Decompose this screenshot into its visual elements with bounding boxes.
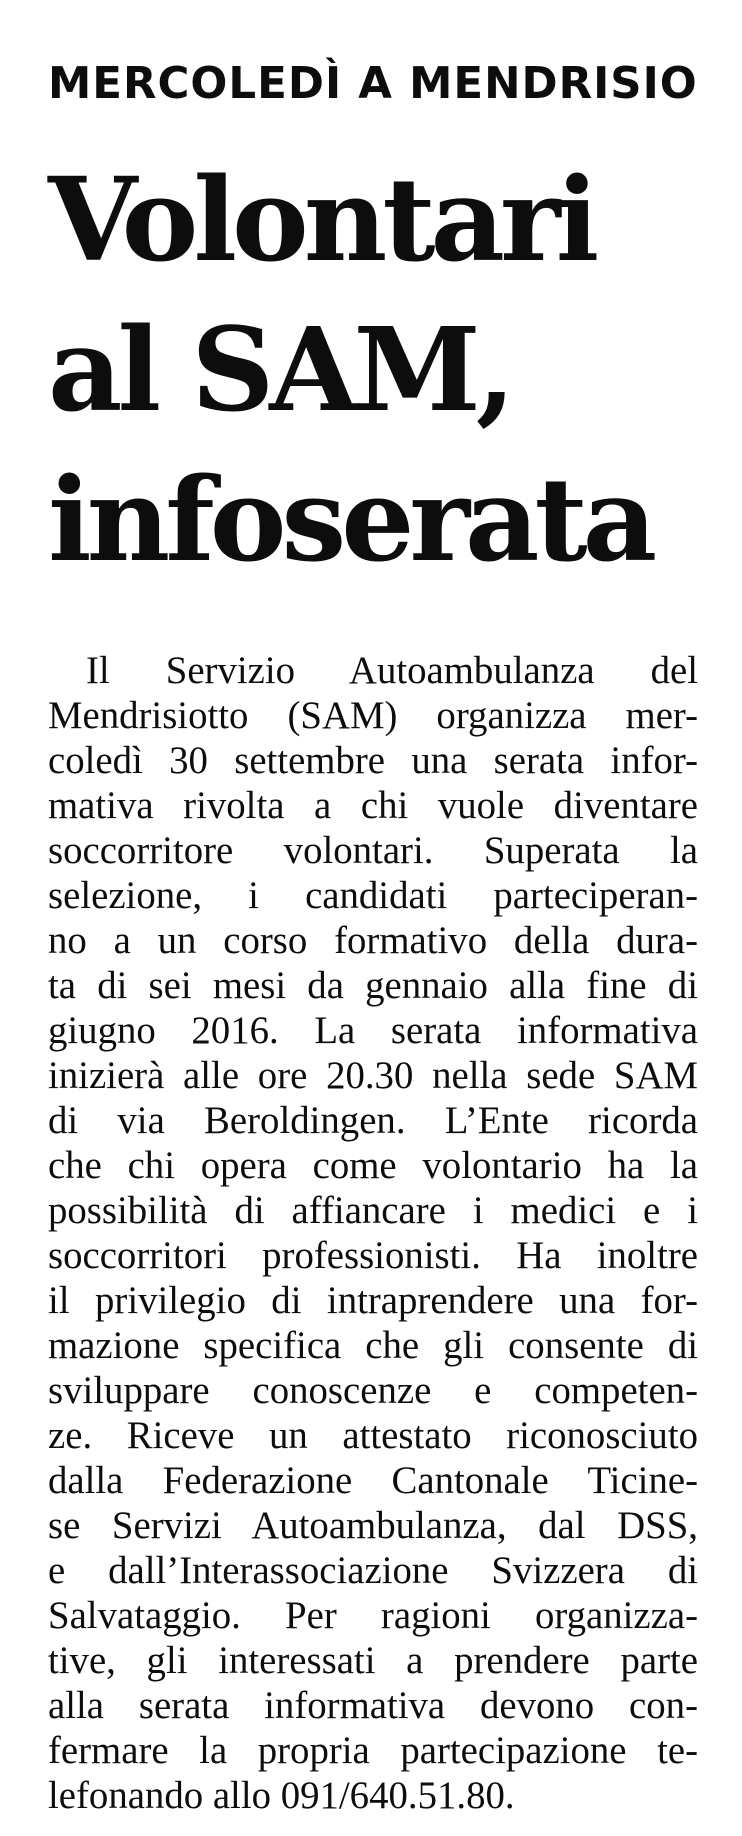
body-line: che chi opera come volontario ha la (48, 1144, 698, 1187)
body-line: lefonando allo 091/640.51.80. (48, 1774, 515, 1817)
body-line: mazione specifica che gli consente di (48, 1324, 698, 1367)
body-line: ta di sei mesi da gennaio alla fine di (48, 964, 698, 1007)
body-line: di via Beroldingen. L’Ente ricorda (48, 1099, 698, 1142)
body-line: soccorritore volontari. Superata la (48, 829, 698, 872)
headline-line: infoserata (48, 453, 653, 588)
body-line: sviluppare conoscenze e competen- (48, 1369, 698, 1412)
body-line: ze. Riceve un attestato riconosciuto (48, 1414, 698, 1457)
headline (48, 146, 652, 596)
body-line: e dall’Interassociazione Svizzera di (48, 1549, 698, 1592)
body-line: mativa rivolta a chi vuole diventare (48, 784, 698, 827)
body-line: il privilegio di intraprendere una for- (48, 1279, 698, 1322)
body-line: Mendrisiotto (SAM) organizza mer- (48, 694, 698, 737)
article-body (48, 648, 698, 1818)
body-line: soccorritori professionisti. Ha inoltre (48, 1234, 698, 1277)
body-line: Il Servizio Autoambulanza del (86, 649, 698, 692)
body-line: Salvataggio. Per ragioni organizza- (48, 1594, 698, 1637)
body-line: alla serata informativa devono con- (48, 1684, 698, 1727)
body-line: possibilità di affiancare i medici e i (48, 1189, 698, 1232)
body-line: no a un corso formativo della dura- (48, 919, 698, 962)
body-line: se Servizi Autoambulanza, dal DSS, (48, 1504, 698, 1547)
body-line: dalla Federazione Cantonale Ticine- (48, 1459, 698, 1502)
body-line: selezione, i candidati parteciperan- (48, 874, 698, 917)
body-line: tive, gli interessati a prendere parte (48, 1639, 698, 1682)
body-line: coledì 30 settembre una serata infor- (48, 739, 698, 782)
body-line: fermare la propria partecipazione te- (48, 1729, 698, 1772)
headline-line: al SAM, (48, 303, 511, 438)
kicker: MERCOLEDÌ A MENDRISIO (48, 59, 698, 109)
body-line: inizierà alle ore 20.30 nella sede SAM (48, 1054, 698, 1097)
body-line: giugno 2016. La serata informativa (48, 1009, 698, 1052)
headline-line: Volontari (48, 153, 595, 288)
